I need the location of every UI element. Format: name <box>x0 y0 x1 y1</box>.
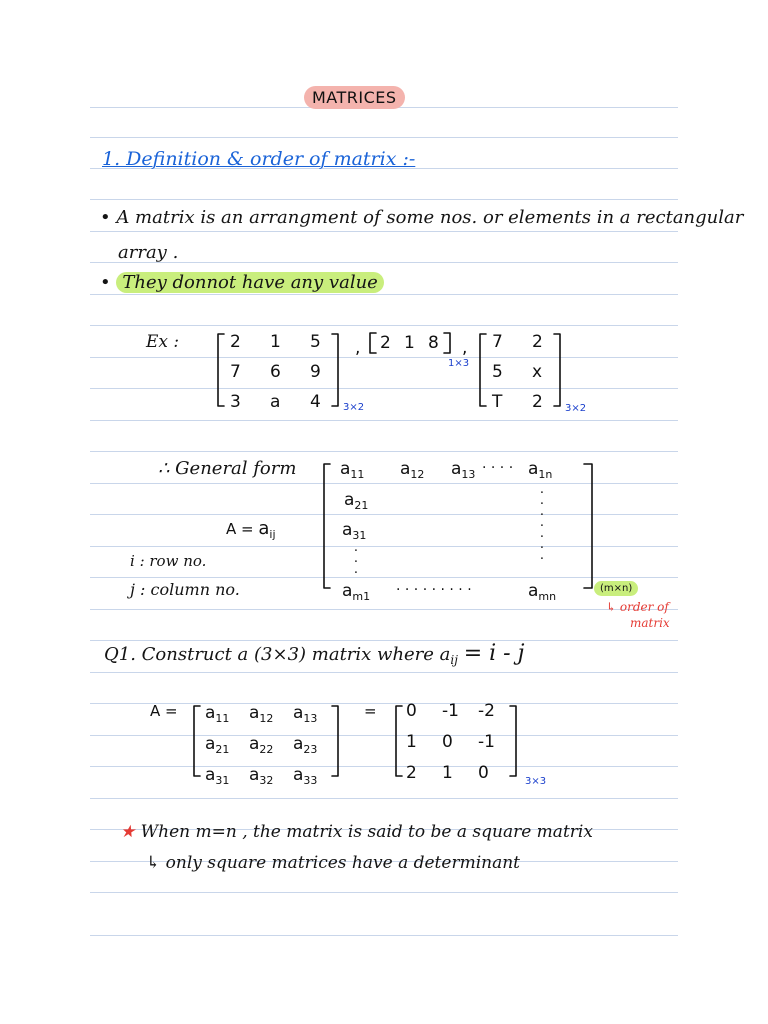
last-col-dots: · · · · · · · <box>539 486 545 567</box>
row-dots: · · · · <box>482 460 514 476</box>
question-subscript: ij <box>450 653 458 667</box>
entry-a13: $a_{13}$ <box>451 459 476 481</box>
entry-a31: $a_{31}$ <box>342 520 367 542</box>
q1-lhs: A = <box>150 702 178 720</box>
note-determinant: ↳ only square matrices have a determinant <box>146 853 520 873</box>
rule-line <box>90 357 678 358</box>
matrix1-cell: 5 <box>310 332 321 352</box>
entry-a1n: $a_{1n}$ <box>528 459 553 481</box>
result-cell: -1 <box>442 701 459 721</box>
lhs-a: a <box>258 518 270 539</box>
matrix1-cell: 6 <box>270 362 281 382</box>
symbolic-cell: $a_{11}$ <box>205 703 230 725</box>
bullet-no-value <box>100 272 384 293</box>
result-order: 3×3 <box>525 776 547 787</box>
rule-line <box>90 798 678 799</box>
entry-a11: $a_{11}$ <box>340 459 365 481</box>
question-rule: = i - j <box>463 641 525 666</box>
rule-line <box>90 137 678 138</box>
result-cell: 1 <box>442 763 453 783</box>
page-title: MATRICES <box>304 86 405 109</box>
lhs-A: A = <box>226 520 254 538</box>
rule-line <box>90 672 678 673</box>
matrix3-cell: T <box>492 392 503 412</box>
matrix3-cell: 7 <box>492 332 503 352</box>
bullet-definition-line1: • A matrix is an arrangment of some nos. or elements in a rectangular <box>100 207 744 228</box>
matrix3-cell: 2 <box>532 332 543 352</box>
matrix1-cell: 1 <box>270 332 281 352</box>
matrix1-cell: 7 <box>230 362 241 382</box>
entry-a21: $a_{21}$ <box>344 490 369 512</box>
j-definition: j : column no. <box>130 580 240 599</box>
rule-line <box>90 735 678 736</box>
result-cell: 0 <box>406 701 417 721</box>
entry-amn: $a_{mn}$ <box>528 581 557 603</box>
matrix3-order: 3×2 <box>565 403 587 414</box>
symbolic-cell: $a_{12}$ <box>249 703 274 725</box>
result-cell: -2 <box>478 701 495 721</box>
symbolic-cell: $a_{33}$ <box>293 765 318 787</box>
result-cell: 0 <box>478 763 489 783</box>
matrix2-cell: 2 <box>380 333 391 353</box>
matrix1-order: 3×2 <box>343 402 365 413</box>
question-1 <box>104 641 524 667</box>
question-text: Q1. Construct a (3×3) matrix where a <box>104 644 451 665</box>
result-cell: 1 <box>406 732 417 752</box>
matrix1-cell: 4 <box>310 392 321 412</box>
note-square-matrix <box>120 822 593 842</box>
rule-line <box>90 199 678 200</box>
symbolic-cell: $a_{13}$ <box>293 703 318 725</box>
order-note-line2: matrix <box>630 616 670 630</box>
rule-line <box>90 451 678 452</box>
rule-line <box>90 294 678 295</box>
result-cell: 2 <box>406 763 417 783</box>
rule-line <box>90 703 678 704</box>
rule-line <box>90 420 678 421</box>
bullet-definition-line2: array . <box>118 242 179 263</box>
rule-line <box>90 935 678 936</box>
matrix3-cell: 2 <box>532 392 543 412</box>
matrix2-cell: 1 <box>404 333 415 353</box>
matrix1-cell: 2 <box>230 332 241 352</box>
matrix1-cell: 9 <box>310 362 321 382</box>
symbolic-cell: $a_{31}$ <box>205 765 230 787</box>
lhs-subscript: ij <box>269 528 276 541</box>
rule-line <box>90 609 678 610</box>
rule-line <box>90 388 678 389</box>
star-icon: ★ <box>120 822 136 842</box>
matrix3-cell: x <box>532 362 543 382</box>
matrix3-cell: 5 <box>492 362 503 382</box>
highlighted-text: They donnot have any value <box>116 272 383 293</box>
result-cell: -1 <box>478 732 495 752</box>
entry-am1: $a_{m1}$ <box>342 581 371 603</box>
matrix3-brackets <box>476 332 566 410</box>
order-tag: (m×n) <box>594 581 638 596</box>
bullet-marker: • <box>100 272 111 293</box>
matrix2-order: 1×3 <box>448 358 470 369</box>
i-definition: i : row no. <box>130 552 207 570</box>
section-heading: 1. Definition & order of matrix :- <box>102 148 416 170</box>
example-label: Ex : <box>146 332 180 352</box>
symbolic-cell: $a_{23}$ <box>293 734 318 756</box>
entry-a12: $a_{12}$ <box>400 459 425 481</box>
symbolic-cell: $a_{32}$ <box>249 765 274 787</box>
symbolic-cell: $a_{22}$ <box>249 734 274 756</box>
rule-line <box>90 766 678 767</box>
separator-comma: , <box>462 338 468 358</box>
general-lhs <box>226 518 276 541</box>
rule-line <box>90 325 678 326</box>
matrix1-cell: 3 <box>230 392 241 412</box>
q1-equals: = <box>364 702 377 720</box>
order-note-line1: ↳ order of <box>606 600 669 614</box>
rule-line <box>90 231 678 232</box>
general-form-label: ∴ General form <box>158 458 297 479</box>
symbolic-cell: $a_{21}$ <box>205 734 230 756</box>
matrix1-cell: a <box>270 392 281 412</box>
rule-line <box>90 892 678 893</box>
matrix2-cell: 8 <box>428 333 439 353</box>
separator-comma: , <box>355 338 361 358</box>
note-line1: When m=n , the matrix is said to be a square matrix <box>140 822 593 842</box>
bottom-dots: . . . . . . . . . <box>396 578 472 594</box>
result-cell: 0 <box>442 732 453 752</box>
col-dots: · · · <box>353 544 359 581</box>
